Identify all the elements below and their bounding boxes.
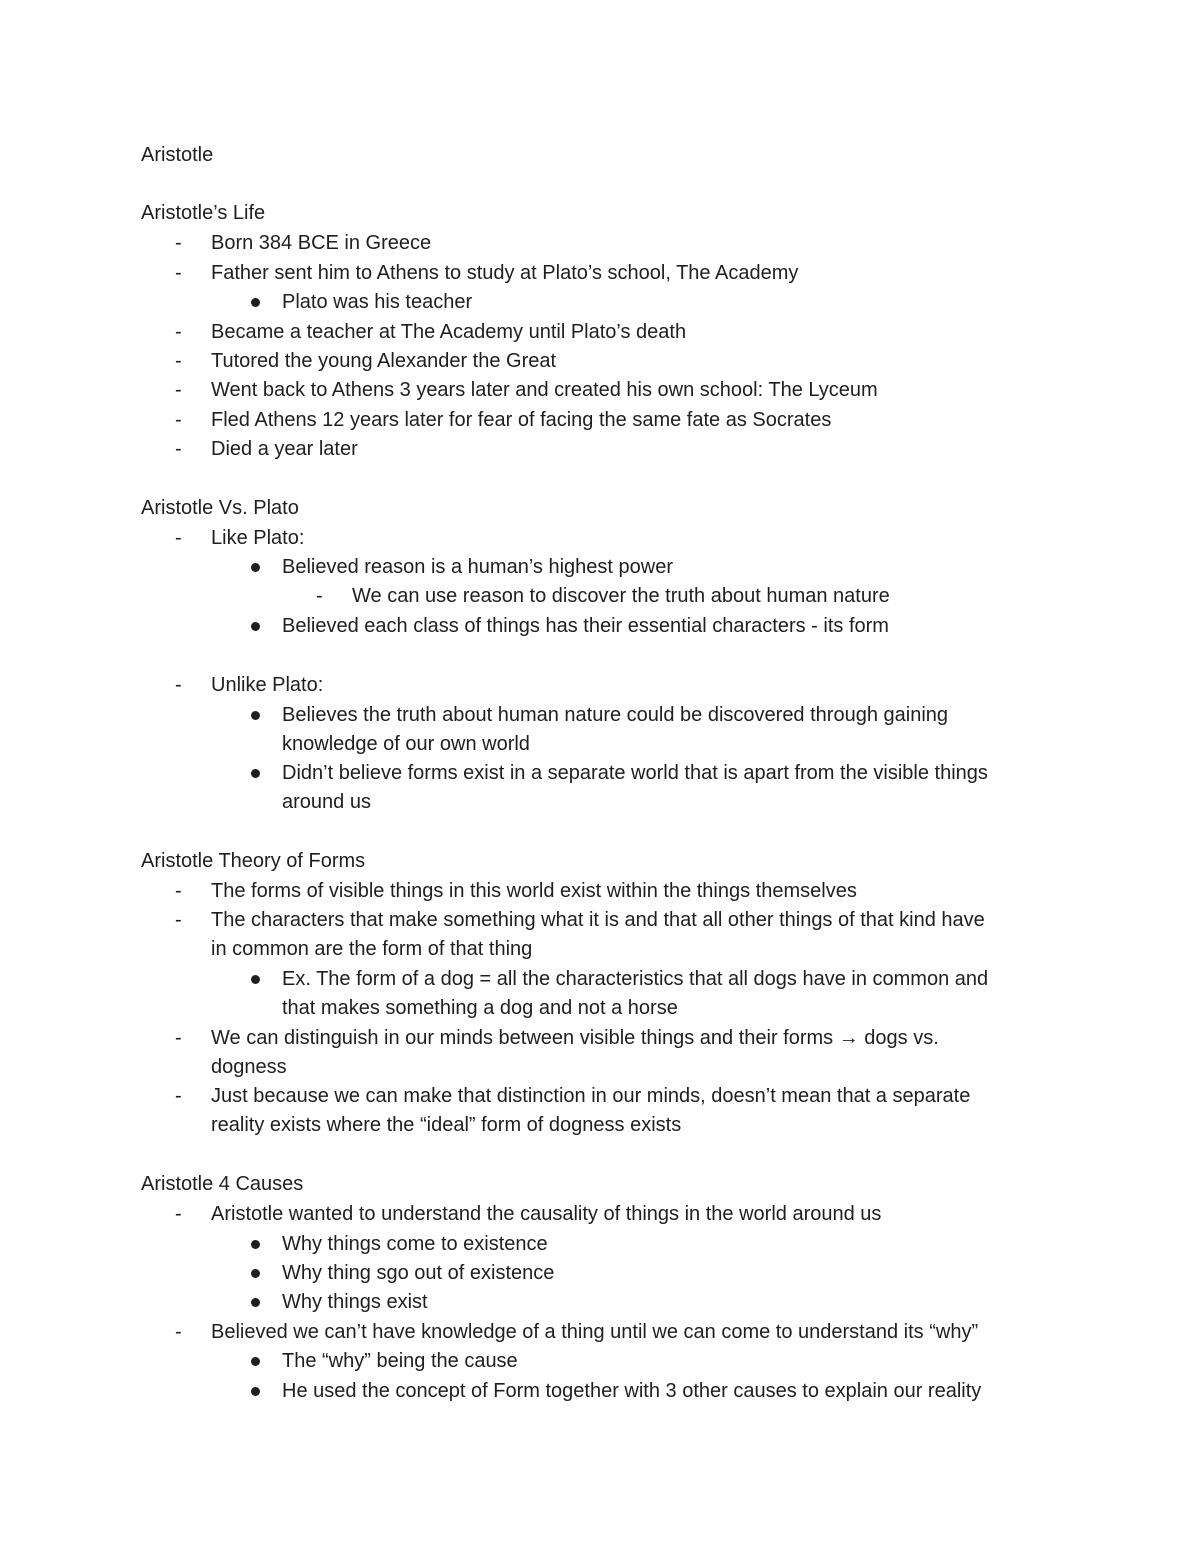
bullet-dot-icon <box>251 1269 260 1278</box>
list-item: Why thing sgo out of existence <box>282 1262 555 1284</box>
list-item: Tutored the young Alexander the Great <box>211 350 557 372</box>
bullet-dot-icon <box>251 622 260 631</box>
bullet-dot-icon <box>251 711 260 720</box>
list-item: Why things come to existence <box>282 1233 548 1255</box>
list-item: Fled Athens 12 years later for fear of facing the same fate as Socrates <box>211 409 832 431</box>
list-item-line: dogness <box>211 1056 287 1078</box>
list-item: Like Plato: <box>211 527 305 549</box>
bullet-dot-icon <box>251 1240 260 1249</box>
list-item: The forms of visible things in this world exist within the things themselves <box>211 880 857 902</box>
dash-bullet: - <box>175 379 182 401</box>
bullet-dot-icon <box>251 1298 260 1307</box>
bullet-dot-icon <box>251 769 260 778</box>
list-item: Became a teacher at The Academy until Plato’s death <box>211 321 687 343</box>
list-item: Unlike Plato: <box>211 674 324 696</box>
list-item: Father sent him to Athens to study at Plato’s school, The Academy <box>211 262 799 284</box>
dash-bullet: - <box>175 321 182 343</box>
bullet-dot-icon <box>251 975 260 984</box>
list-item-line: Didn’t believe forms exist in a separate world that is apart from the visible things <box>282 762 988 784</box>
list-item: Aristotle wanted to understand the causality of things in the world around us <box>211 1203 882 1225</box>
list-item-line: Believes the truth about human nature could be discovered through gaining <box>282 704 949 726</box>
list-item-line: The characters that make something what it is and that all other things of that kind have <box>211 909 985 931</box>
section-heading-four-causes: Aristotle 4 Causes <box>141 1173 304 1195</box>
dash-bullet: - <box>316 585 323 607</box>
list-item-line: Just because we can make that distinction in our minds, doesn’t mean that a separate <box>211 1085 971 1107</box>
dash-bullet: - <box>175 350 182 372</box>
list-item-line: We can distinguish in our minds between visible things and their forms → dogs vs. <box>211 1027 939 1049</box>
list-item: Believed we can’t have knowledge of a thing until we can come to understand its “why” <box>211 1321 979 1343</box>
dash-bullet: - <box>175 1027 182 1049</box>
list-item-line: reality exists where the “ideal” form of dogness exists <box>211 1114 682 1136</box>
section-heading-vs-plato: Aristotle Vs. Plato <box>141 497 299 519</box>
dash-bullet: - <box>175 232 182 254</box>
dash-bullet: - <box>175 880 182 902</box>
document-title: Aristotle <box>141 144 214 166</box>
dash-bullet: - <box>175 1321 182 1343</box>
list-item-line: that makes something a dog and not a horse <box>282 997 678 1019</box>
bullet-dot-icon <box>251 1387 260 1396</box>
bullet-dot-icon <box>251 1357 260 1366</box>
dash-bullet: - <box>175 1203 182 1225</box>
bullet-dot-icon <box>251 298 260 307</box>
dash-bullet: - <box>175 409 182 431</box>
list-item: Went back to Athens 3 years later and created his own school: The Lyceum <box>211 379 878 401</box>
dash-bullet: - <box>175 909 182 931</box>
bullet-dot-icon <box>251 563 260 572</box>
dash-bullet: - <box>175 1085 182 1107</box>
list-item: Plato was his teacher <box>282 291 473 313</box>
list-item: Died a year later <box>211 438 358 460</box>
list-item: Believed reason is a human’s highest power <box>282 556 673 578</box>
list-item-line: knowledge of our own world <box>282 733 530 755</box>
list-item: Believed each class of things has their essential characters - its form <box>282 615 889 637</box>
section-heading-theory-of-forms: Aristotle Theory of Forms <box>141 850 366 872</box>
dash-bullet: - <box>175 438 182 460</box>
list-item: We can use reason to discover the truth about human nature <box>352 585 890 607</box>
list-item: Born 384 BCE in Greece <box>211 232 432 254</box>
list-item-line: around us <box>282 791 371 813</box>
list-item: Why things exist <box>282 1291 428 1313</box>
dash-bullet: - <box>175 527 182 549</box>
dash-bullet: - <box>175 262 182 284</box>
list-item-line: in common are the form of that thing <box>211 938 533 960</box>
dash-bullet: - <box>175 674 182 696</box>
section-heading-life: Aristotle’s Life <box>141 202 266 224</box>
list-item-line: Ex. The form of a dog = all the characteristics that all dogs have in common and <box>282 968 989 990</box>
list-item: The “why” being the cause <box>282 1350 518 1372</box>
list-item: He used the concept of Form together with 3 other causes to explain our reality <box>282 1380 982 1402</box>
